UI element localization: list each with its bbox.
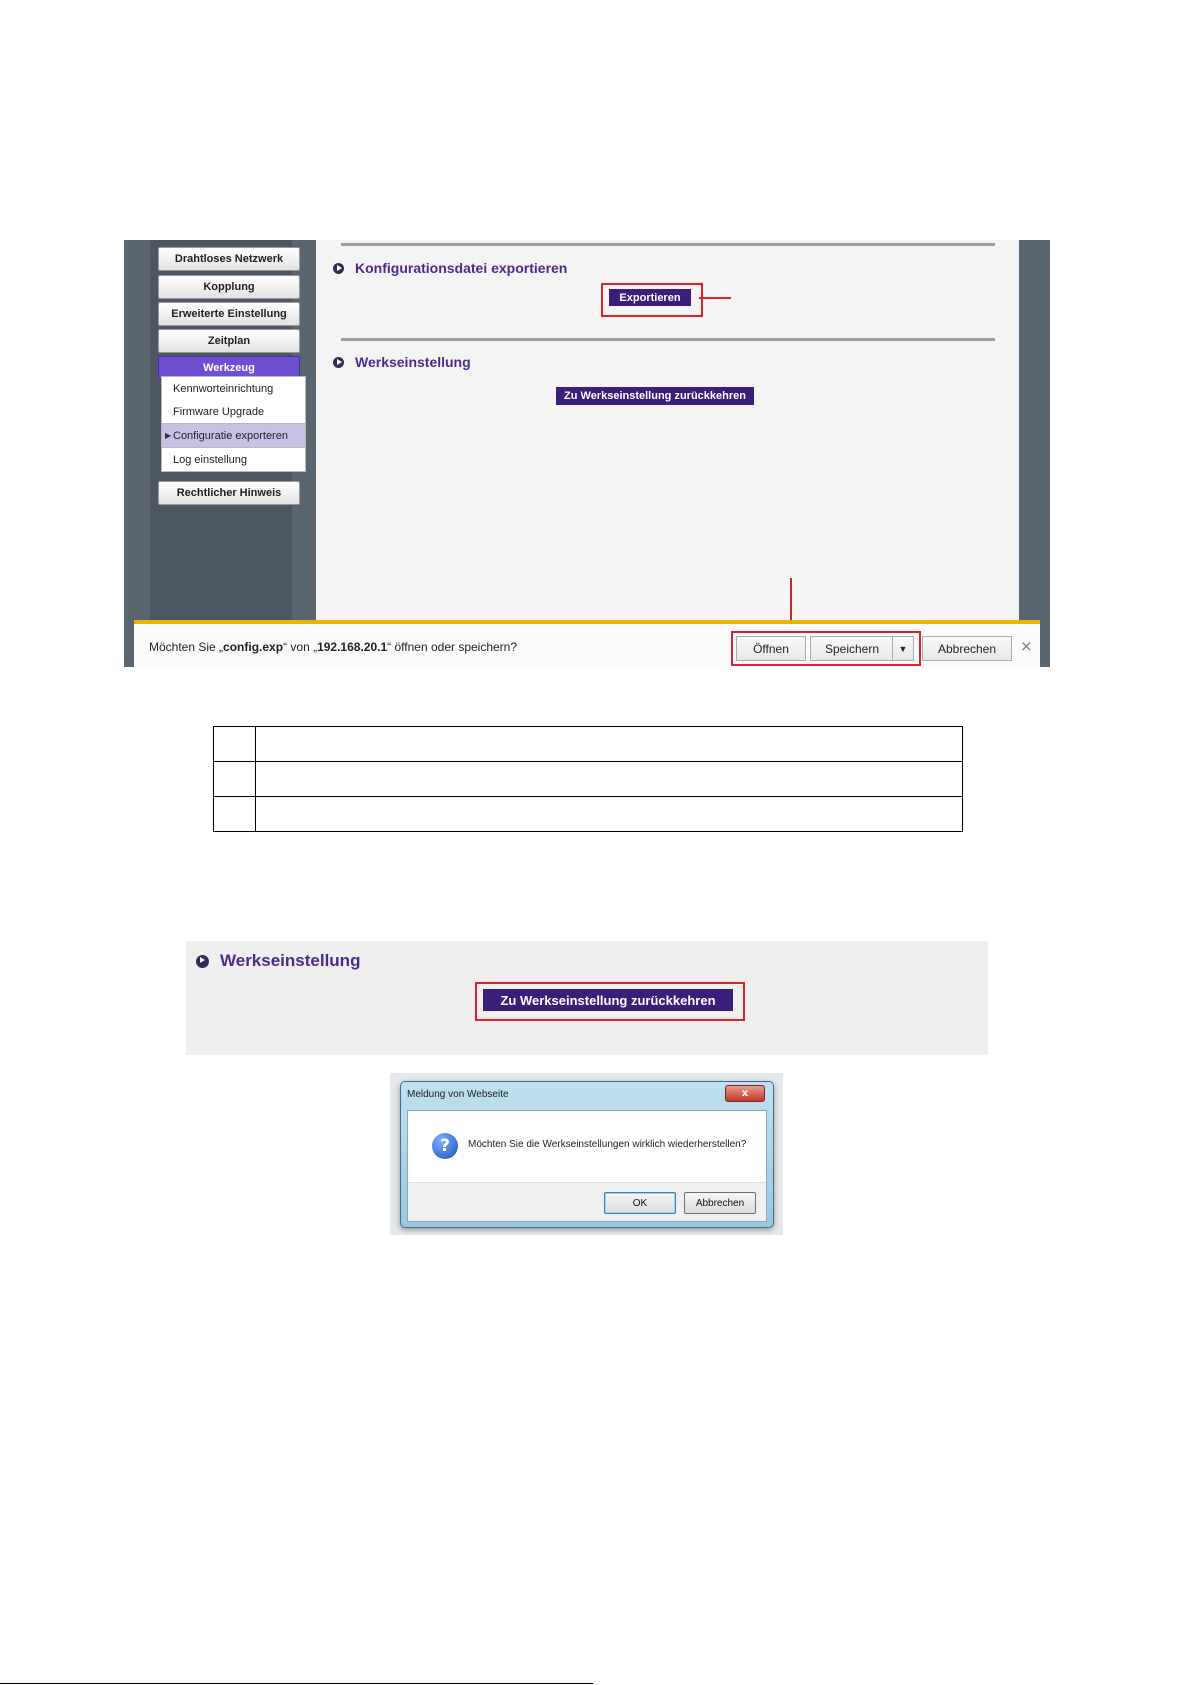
nav-werkzeug[interactable]: Werkzeug (158, 356, 300, 380)
reset-section-heading (196, 951, 360, 971)
confirm-dialog-screenshot (390, 1073, 783, 1235)
close-icon[interactable]: x (725, 1085, 765, 1102)
download-host: 192.168.20.1 (317, 640, 388, 654)
sidebar (150, 240, 292, 620)
export-button[interactable]: Exportieren (609, 289, 691, 306)
export-section-heading (333, 260, 567, 276)
subnav-firmware-upgrade[interactable] (161, 400, 306, 424)
nav-drahtloses-netzwerk[interactable]: Drahtloses Netzwerk (158, 247, 300, 271)
question-icon: ? (432, 1133, 458, 1159)
download-notification-bar (134, 620, 1040, 667)
row-text (256, 727, 963, 762)
main-content (316, 240, 1019, 620)
highlight-box (475, 982, 745, 1021)
subnav-log-einstellung[interactable] (161, 448, 306, 472)
footer-divider (0, 1683, 593, 1684)
play-circle-icon (333, 357, 344, 368)
reset-section-heading (333, 354, 471, 370)
cancel-button[interactable]: Abbrechen (684, 1192, 756, 1214)
dialog-title: Meldung von Webseite (407, 1089, 509, 1100)
row-text (256, 762, 963, 797)
ok-button[interactable]: OK (604, 1192, 676, 1214)
dialog-body (407, 1110, 767, 1222)
reset-heading-text: Werkseinstellung (220, 951, 361, 970)
divider (341, 338, 995, 341)
router-config-screenshot (124, 240, 1050, 667)
save-button[interactable]: Speichern (810, 636, 894, 661)
row-number (214, 797, 256, 832)
reset-heading-text: Werkseinstellung (355, 354, 471, 370)
subnav-label: Configuratie exporteren (173, 429, 288, 442)
divider (341, 243, 995, 246)
close-icon[interactable]: × (1020, 637, 1033, 655)
cancel-button[interactable]: Abbrechen (922, 636, 1012, 661)
factory-reset-button[interactable]: Zu Werkseinstellung zurückkehren (483, 989, 733, 1011)
subnav-configuratie-exporteren[interactable] (161, 424, 306, 448)
subnav-label: Log einstellung (173, 453, 248, 466)
play-circle-icon (333, 263, 344, 274)
factory-reset-screenshot (186, 941, 988, 1055)
subnav-label: Kennworteinrichtung (173, 382, 274, 395)
callout-line (790, 578, 792, 620)
open-button[interactable]: Öffnen (736, 636, 806, 661)
nav-rechtlicher-hinweis[interactable]: Rechtlicher Hinweis (158, 481, 300, 505)
legend-table (213, 726, 963, 832)
dialog-footer (408, 1182, 766, 1221)
nav-kopplung[interactable]: Kopplung (158, 275, 300, 299)
export-heading-text: Konfigurationsdatei exportieren (355, 260, 568, 276)
subnav-kennworteinrichtung[interactable] (161, 376, 306, 401)
play-circle-icon (196, 955, 209, 968)
table-row (214, 797, 963, 832)
dialog-message: Möchten Sie die Werkseinstellungen wirklich wiederherstellen? (468, 1139, 747, 1150)
highlight-box (601, 283, 703, 317)
callout-line (699, 297, 731, 299)
chevron-right-icon: ▶ (165, 431, 172, 440)
factory-reset-button[interactable]: Zu Werkseinstellung zurückkehren (556, 387, 754, 405)
download-prompt: Möchten Sie „config.exp“ von „192.168.20.1“ öffnen oder speichern? (149, 640, 518, 654)
row-text (256, 797, 963, 832)
highlight-box (731, 631, 921, 666)
table-row (214, 762, 963, 797)
row-number (214, 727, 256, 762)
nav-erweiterte-einstellung[interactable]: Erweiterte Einstellung (158, 302, 300, 326)
table-row (214, 727, 963, 762)
download-filename: config.exp (223, 640, 284, 654)
subnav-label: Firmware Upgrade (173, 405, 265, 418)
save-dropdown-chevron-icon[interactable]: ▼ (892, 636, 914, 661)
row-number (214, 762, 256, 797)
confirm-dialog (400, 1081, 774, 1228)
nav-zeitplan[interactable]: Zeitplan (158, 329, 300, 353)
